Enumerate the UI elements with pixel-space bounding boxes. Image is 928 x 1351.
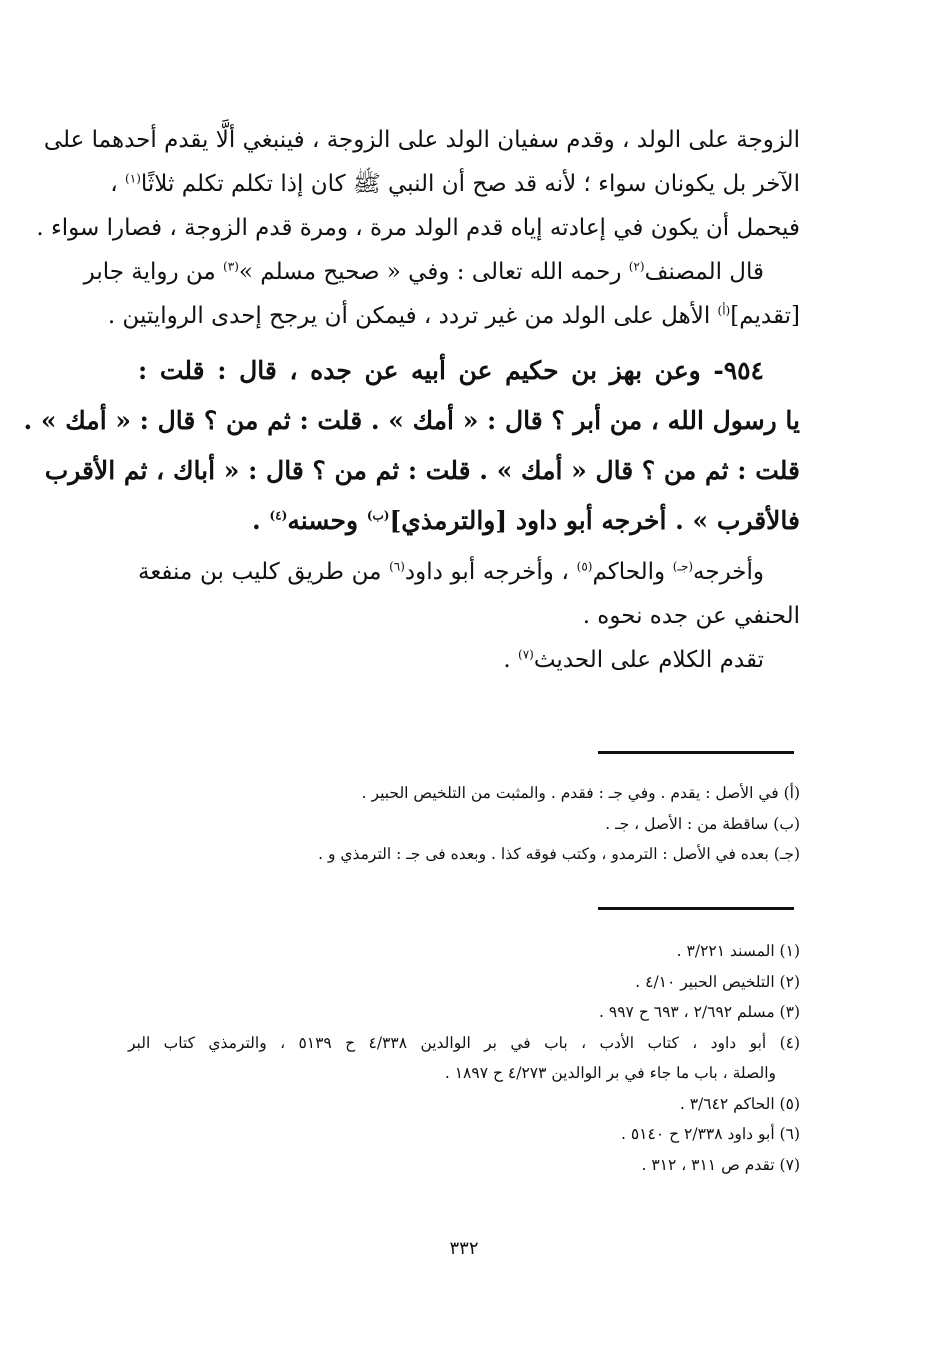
body-line: [تقديم]$^{(أ)}$ الأهل على الولد من غير تردد ، فيمكن أن يرجح إحدى الروايتين . bbox=[107, 303, 800, 329]
footnote: (جـ) بعده في الأصل : الترمدو ، وكتب فوقه كذا . وبعده فى جـ : الترمذي و . bbox=[318, 845, 800, 863]
footnote: (٧) تقدم ص ٣١١ ، ٣١٢ . bbox=[641, 1155, 800, 1174]
footnote: (أ) في الأصل : يقدم . وفي جـ : فقدم . والمثبت من التلخيص الحبير . bbox=[361, 784, 800, 802]
body-line: وأخرجه$^{(جـ)}$ والحاكم$^{(٥)}$ ، وأخرجه أبو داود$^{(٦)}$ من طريق كليب بن منفعة bbox=[138, 559, 765, 585]
footnote-marker: (١) bbox=[125, 171, 141, 186]
footnote: (٥) الحاكم ٣/٦٤٢ . bbox=[679, 1094, 800, 1113]
footnote: (٣) مسلم ٢/٦٩٢ ، ٦٩٣ ح ٩٩٧ . bbox=[599, 1003, 800, 1021]
footnote-marker: (٧) bbox=[518, 647, 534, 662]
body-line: تقدم الكلام على الحديث$^{(٧)}$ . bbox=[503, 647, 764, 673]
letter-footnotes bbox=[240, 778, 800, 870]
body-line: الزوجة على الولد ، وقدم سفيان الولد على الزوجة ، فينبغي ألَّا يقدم أحدهما على bbox=[43, 127, 800, 153]
hadith-line: فالأقرب » . أخرجه أبو داود [والترمذي]$^{(ب)}$ وحسنه$^{(٤)}$ . bbox=[252, 506, 800, 535]
footnote-marker: (٢) bbox=[628, 259, 645, 274]
numbered-footnotes bbox=[128, 936, 800, 1180]
footnote: (ب) ساقطة من : الأصل ، جـ . bbox=[605, 814, 800, 833]
hadith-line: ٩٥٤- وعن بهز بن حكيم عن أبيه عن جده ، قال : قلت : bbox=[138, 356, 764, 385]
hadith-line: قلت : ثم من ؟ قال « أمك » . قلت : ثم من ؟ قال : « أباك ، ثم الأقرب bbox=[44, 456, 800, 485]
footnote: (٢) التلخيص الحبير ٤/١٠ . bbox=[635, 972, 800, 991]
footnote-marker: (ب) bbox=[366, 508, 390, 523]
footnote-separator bbox=[598, 907, 794, 910]
body-line: الحنفي عن جده نحوه . bbox=[582, 603, 800, 629]
main-text bbox=[23, 118, 800, 682]
commentary bbox=[138, 550, 800, 682]
footnote: (١) المسند ٣/٢٢١ . bbox=[676, 942, 800, 960]
body-line: الآخر بل يكونان سواء ؛ لأنه قد صح أن النبي ﷺ كان إذا تكلم تكلم ثلاثًا$^{(١)}$ ، bbox=[110, 171, 800, 197]
footnote-separator bbox=[598, 751, 794, 754]
footnote: (٤) أبو داود ، كتاب الأدب ، باب في بر الوالدين ٤/٣٣٨ ح ٥١٣٩ ، والترمذي كتاب البر bbox=[128, 1033, 801, 1052]
body-line: فيحمل أن يكون في إعادته إياه قدم الولد مرة ، ومرة قدم الزوجة ، فصارا سواء . bbox=[36, 215, 800, 241]
footnote-marker: (أ) bbox=[717, 303, 731, 318]
footnote-marker: (٣) bbox=[223, 259, 239, 274]
hadith-text bbox=[23, 346, 800, 546]
body-line: قال المصنف$^{(٢)}$ رحمه الله تعالى : وفي « صحيح مسلم »$^{(٣)}$ من رواية جابر bbox=[83, 259, 764, 285]
footnote-marker: (٤) bbox=[269, 508, 288, 523]
page-number: ٣٣٢ bbox=[449, 1238, 479, 1259]
footnote: (٦) أبو داود ٢/٣٣٨ ح ٥١٤٠ . bbox=[620, 1125, 800, 1143]
footnote-continuation: والصلة ، باب ما جاء في بر الوالدين ٤/٢٧٣ ح ١٨٩٧ . bbox=[444, 1064, 776, 1082]
hadith-line: يا رسول الله ، من أبر ؟ قال : « أمك » . قلت : ثم من ؟ قال : « أمك » . bbox=[23, 406, 800, 435]
footnote-marker: (٦) bbox=[389, 559, 405, 574]
footnote-marker: (جـ) bbox=[672, 559, 694, 574]
footnote-marker: (٥) bbox=[576, 559, 593, 574]
